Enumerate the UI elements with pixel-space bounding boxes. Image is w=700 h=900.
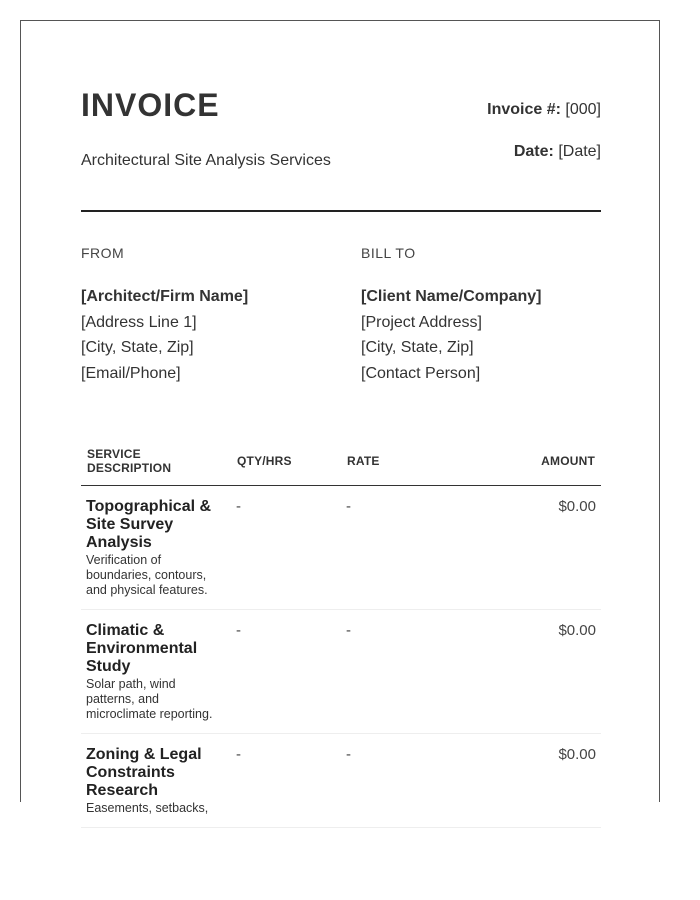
row-description [81, 610, 231, 734]
invoice-number-value: [000] [565, 101, 601, 118]
invoice-page [20, 20, 660, 815]
row-amount: $0.00 [453, 486, 601, 610]
header-rate: RATE [341, 441, 453, 486]
row-rate: - [341, 486, 453, 610]
bill-to-contact: [Contact Person] [361, 364, 481, 382]
bill-to-section [361, 245, 611, 386]
from-label: FROM [81, 245, 125, 261]
header-description: SERVICE DESCRIPTION [81, 441, 231, 486]
table-row [81, 486, 601, 610]
bill-to-city: [City, State, Zip] [361, 339, 474, 356]
header-qty: QTY/HRS [231, 441, 341, 486]
row-description [81, 486, 231, 610]
invoice-date [514, 143, 601, 161]
row-qty: - [231, 734, 341, 828]
row-amount: $0.00 [453, 734, 601, 828]
invoice-title: INVOICE [81, 87, 220, 123]
invoice-date-label: Date: [513, 143, 554, 160]
row-rate: - [341, 734, 453, 828]
from-address: [Address Line 1] [81, 313, 197, 331]
row-amount: $0.00 [453, 610, 601, 734]
service-note: Easements, setbacks, [86, 801, 209, 815]
services-table [81, 441, 601, 828]
row-qty: - [231, 610, 341, 734]
row-rate: - [341, 610, 453, 734]
from-city: [City, State, Zip] [81, 339, 194, 356]
bill-to-name: [Client Name/Company] [361, 288, 542, 305]
service-name: Topographical & Site Survey Analysis [86, 498, 212, 551]
bill-to-address: [Project Address] [361, 313, 482, 331]
from-name: [Architect/Firm Name] [81, 288, 249, 305]
table-row [81, 734, 601, 828]
header-amount: AMOUNT [453, 441, 601, 486]
row-qty: - [231, 486, 341, 610]
invoice-number-label: Invoice #: [487, 101, 561, 118]
row-description [81, 734, 231, 828]
bill-to-label: BILL TO [361, 245, 416, 261]
invoice-number [487, 101, 601, 119]
service-name: Climatic & Environmental Study [86, 622, 198, 675]
table-row [81, 610, 601, 734]
service-name: Zoning & Legal Constraints Research [86, 746, 202, 799]
service-note: Verification of boundaries, contours, and physical features. [86, 553, 208, 597]
table-header-row [81, 441, 601, 486]
invoice-date-value: [Date] [558, 143, 601, 160]
from-section [81, 245, 331, 386]
service-note: Solar path, wind patterns, and microclimate reporting. [86, 677, 213, 721]
header-divider [81, 210, 601, 212]
invoice-subtitle: Architectural Site Analysis Services [81, 152, 331, 169]
from-contact: [Email/Phone] [81, 364, 181, 382]
